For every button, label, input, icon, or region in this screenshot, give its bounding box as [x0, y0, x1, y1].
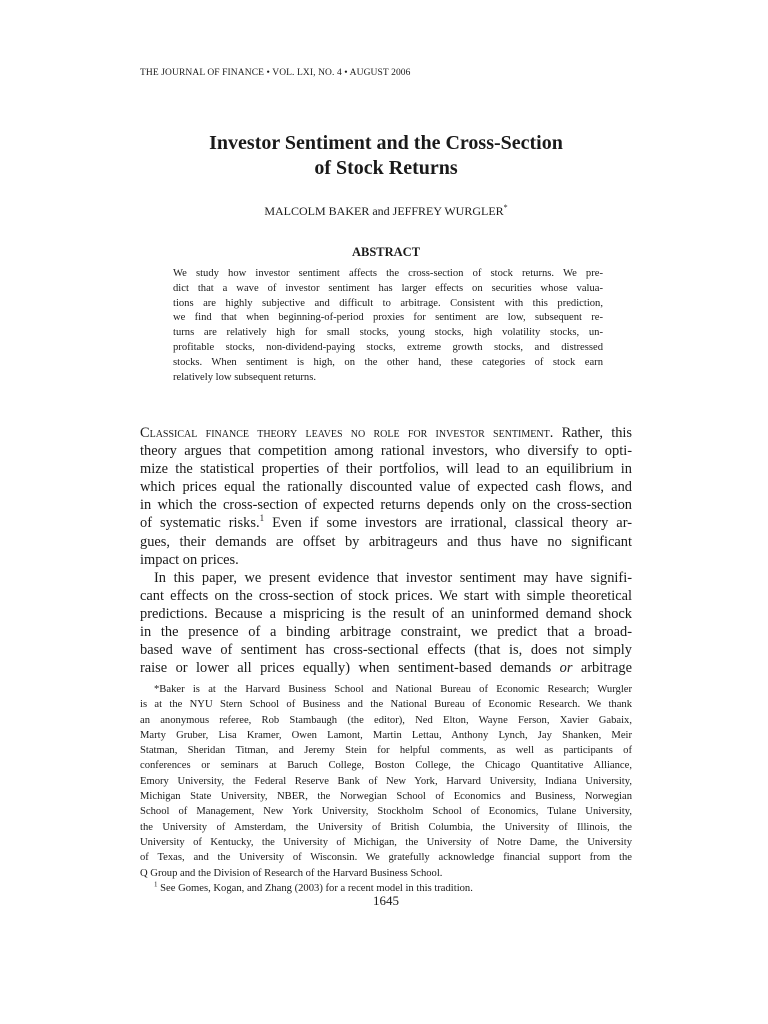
- abstract-line: turns are relatively high for small stocks, young stocks, high volatility stocks, un-: [173, 327, 603, 339]
- body-line: impact on prices.: [140, 551, 239, 568]
- author-names: MALCOLM BAKER and JEFFREY WURGLER: [264, 204, 504, 218]
- footnote-line: Statman, Sheridan Titman, and Jeremy Stein for helpful comments, as well as participants of: [140, 745, 632, 757]
- footnote-line: the University of Amsterdam, the University of British Columbia, the University of Illinois, the: [140, 821, 632, 833]
- body-text: Rather, this: [553, 425, 632, 441]
- body-line: in which the cross-section of expected returns depends only on the cross-section: [140, 497, 632, 514]
- body-text: of systematic risks.: [140, 515, 260, 532]
- abstract-line: dict that a wave of investor sentiment has larger effects on securities whose valua-: [173, 282, 603, 294]
- article-title: [140, 131, 632, 181]
- footnote-line: Marty Gruber, Lisa Kramer, Owen Lamont, Martin Lettau, Anthony Lynch, Jay Shanken, Meir: [140, 729, 632, 741]
- abstract-line: profitable stocks, non-dividend-paying stocks, extreme growth stocks, and distressed: [173, 341, 603, 353]
- body-text: arbitrage: [572, 660, 632, 677]
- body-line: cant effects on the cross-section of stock prices. We start with simple theoretical: [140, 587, 632, 604]
- abstract-heading: ABSTRACT: [351, 245, 421, 259]
- title-line: of Stock Returns: [314, 157, 458, 179]
- body-line: [140, 514, 632, 532]
- footnote-line: Michigan State University, NBER, the Norwegian School of Economics and Business, Norwegian: [140, 791, 632, 803]
- abstract-body: [173, 267, 603, 385]
- body-line: [140, 424, 632, 442]
- running-head: THE JOURNAL OF FINANCE • VOL. LXI, NO. 4 • AUGUST 2006: [140, 68, 411, 78]
- body-line: In this paper, we present evidence that investor sentiment may have signifi-: [154, 569, 632, 586]
- footnote-1-text: See Gomes, Kogan, and Zhang (2003) for a recent model in this tradition.: [157, 882, 473, 894]
- footnote-line: conferences or seminars at Baruch College, Boston College, the Chicago Quantitative Alliance,: [140, 760, 632, 772]
- body-line: gues, their demands are offset by arbitrageurs and thus have no significant: [140, 533, 632, 550]
- footnote-line: of Texas, and the University of Wisconsin. We gratefully acknowledge financial support from the: [140, 852, 632, 864]
- footnote-line: University of Kentucky, the University of Michigan, the University of Notre Dame, the University: [140, 836, 632, 848]
- author-footnote-mark: *: [503, 203, 508, 212]
- body-line: predictions. Because a mispricing is the result of an uninformed demand shock: [140, 605, 632, 622]
- page-number: 1645: [373, 893, 399, 908]
- body-line: which prices equal the rationally discounted value of expected cash flows, and: [140, 479, 632, 496]
- body-line: mize the statistical properties of their portfolios, will lead to an equilibrium in: [140, 461, 632, 478]
- footnote-line: is at the NYU Stern School of Business and the National Bureau of Economic Research. We thank: [140, 699, 632, 711]
- footnote-line: an anonymous referee, Rob Stambaugh (the editor), Ned Elton, Wayne Ferson, Xavier Gabaix,: [140, 714, 632, 726]
- title-line: Investor Sentiment and the Cross-Section: [209, 132, 563, 154]
- footnote-line: School of Management, New York University, Stockholm School of Economics, Tulane University,: [140, 806, 632, 818]
- body-line: based wave of sentiment has cross-sectional effects (that is, does not simply: [140, 642, 632, 659]
- body-line: in the presence of a binding arbitrage constraint, we predict that a broad-: [140, 624, 632, 641]
- footnote-ref[interactable]: 1: [259, 513, 265, 524]
- body-line: theory argues that competition among rational investors, who diversify to opti-: [140, 443, 632, 460]
- abstract-line: we find that when beginning-of-period proxies for sentiment are low, subsequent re-: [173, 312, 603, 324]
- footnote-line: Emory University, the Federal Reserve Bank of New York, Harvard University, Indiana University,: [140, 775, 632, 787]
- abstract-line: tions are highly subjective and difficult to arbitrage. Consistent with this prediction,: [173, 297, 603, 309]
- abstract-line: relatively low subsequent returns.: [173, 371, 316, 383]
- main-body-text: [140, 424, 632, 677]
- footnotes: [140, 682, 632, 896]
- footnote-line: Q Group and the Division of Research of the Harvard Business School.: [140, 867, 443, 879]
- body-text: Even if some investors are irrational, classical theory ar-: [264, 515, 632, 532]
- emphasis-text: or: [559, 660, 573, 677]
- footnote-line: *Baker is at the Harvard Business School and National Bureau of Economic Research; Wurgler: [154, 684, 632, 695]
- opening-small-caps: Classical finance theory leaves no role for investor sentiment.: [140, 425, 554, 441]
- abstract-line: stocks. When sentiment is high, on the other hand, these categories of stock earn: [173, 356, 603, 368]
- body-text: raise or lower all prices equally) when sentiment-based demands: [140, 660, 560, 677]
- author-line: [140, 203, 632, 219]
- footnote-1-mark: 1: [154, 880, 158, 889]
- body-line: [140, 659, 632, 677]
- abstract-line: We study how investor sentiment affects the cross-section of stock returns. We pre-: [173, 268, 603, 279]
